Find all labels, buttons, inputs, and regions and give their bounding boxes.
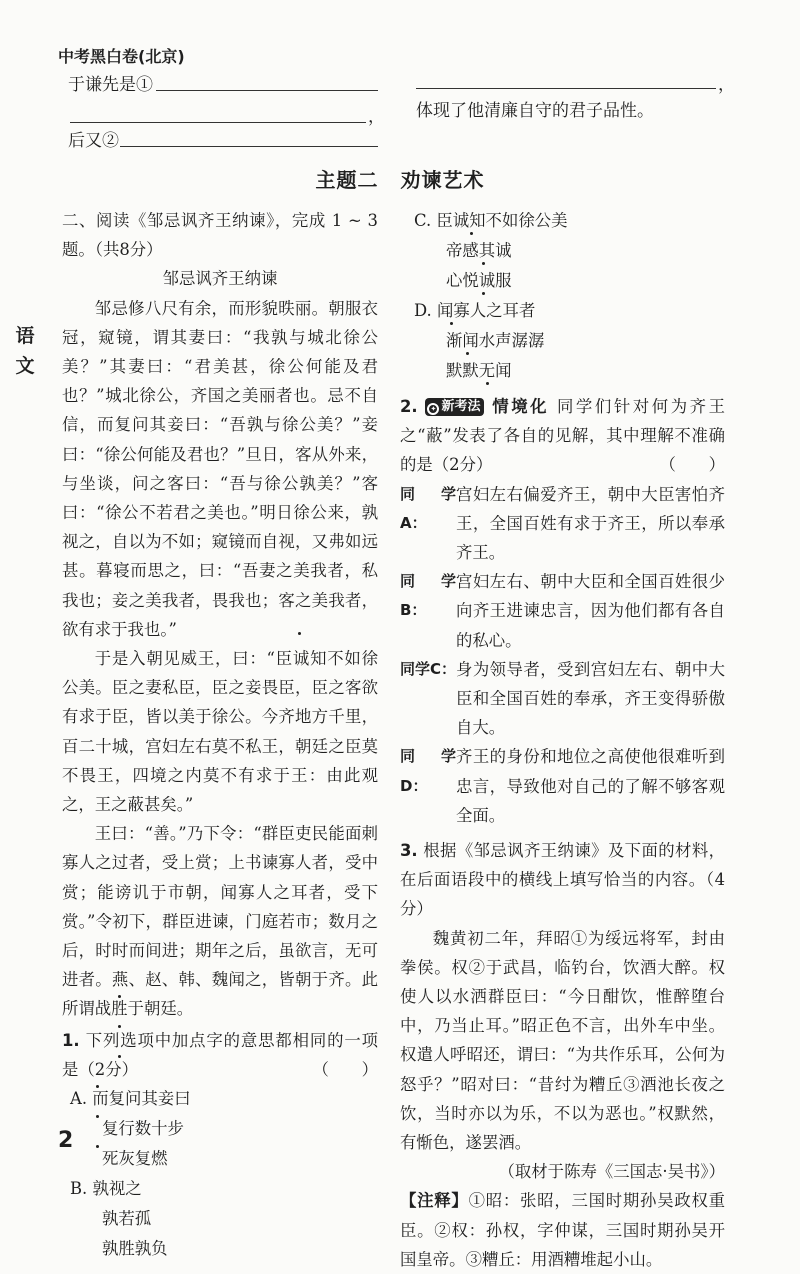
question-2-stem: 同学们针对何为齐王之“蔽”发表了各自的见解，其中理解不准确的是（2分） [400,397,726,475]
question-2 [400,392,725,480]
option-b-item-3: 孰胜孰负 [102,1239,168,1259]
emphasis-dot [298,632,301,635]
passage-title: 邹忌讽齐王纳谏 [162,269,278,289]
option-a[interactable] [70,1084,378,1114]
student-c [400,655,725,743]
passage-paragraph-2: 于是入朝见威王，曰：“臣诚知不如徐公美。臣之妻私臣，臣之妾畏臣，臣之客欲有求于臣，皆以美于徐公。今齐地方千里，百二十城，宫妇左右莫不私王，朝廷之臣莫不畏王，四境之内莫不有求于王：由此观之，王之蔽甚矣。” [62,649,378,815]
student-b-text: 宫妇左右、朝中大臣和全国百姓很少向齐王进谏忠言，因为他们都有各自的私心。 [456,572,725,650]
subject-label-2: 文 [15,355,35,377]
student-a-text: 宫妇左右偏爱齐王，朝中大臣害怕齐王，全国百姓有求于齐王，所以奉承齐王。 [456,484,725,563]
student-d-label: 同学D： [400,747,456,795]
emphasis-dot [466,352,469,355]
option-d-label: D. [414,301,432,320]
answer-blank-1b[interactable] [70,122,366,123]
option-d-item-3: 默默无闻 [446,361,512,380]
student-c-text: 身为领导者，受到宫妇左右、朝中大臣和全国百姓的奉承，齐王变得骄傲自大。 [456,659,725,738]
emphasis-dot [118,995,121,998]
student-d [400,742,725,830]
student-b-label: 同学B： [400,572,456,620]
question-2-tag: 情境化 [492,397,550,416]
passage-paragraph-1: 邹忌修八尺有余，而形貌昳丽。朝服衣冠，窥镜，谓其妻曰：“我孰与城北徐公美？”其妻曰：“君美甚，徐公何能及君也？”城北徐公，齐国之美丽者也。忌不自信，而复问其妾曰：“吾孰与徐公美？”妾曰：“徐公何能及君也？”旦日，客从外来，与坐谈，问之客曰：“吾与徐公孰美？”客曰：“徐公不若君之美也。”明日徐公来，孰视之，自以为不如；窥镜而自视，又弗如远甚。暮寝而思之，曰：“吾妻之美我者，私我也；妾之美我者，畏我也；客之美我者，欲有求于我也。” [62,298,378,639]
note-2: ②权：孙权，字仲谋，三国时期孙吴开国皇帝。 [400,1220,726,1269]
option-a-item-2: 复行数十步 [102,1119,184,1139]
option-d-item-1: 闻寡人之耳者 [437,301,536,320]
book-header: 中考黑白卷(北京) [58,47,185,66]
emphasis-dot [96,1085,99,1088]
question-3-stem: 根据《邹忌讽齐王纳谏》及下面的材料，在后面语段中的横线上填写恰当的内容。（4分） [400,841,725,919]
fill-right-comma: ， [718,75,735,95]
question-3 [400,836,725,924]
subject-label-1: 语 [15,325,35,347]
material-source: （取材于陈寿《三国志·吴书》） [498,1162,725,1182]
option-a-label: A. [70,1089,88,1109]
option-b-label: B. [70,1179,88,1199]
note-1: ①昭：张昭，三国时期孙吴政权重臣。 [400,1191,726,1240]
emphasis-dot [482,292,485,295]
option-d[interactable] [414,296,725,326]
emphasis-dot [118,1055,121,1058]
option-b-item-1: 孰视之 [92,1179,142,1199]
emphasis-dot [482,262,485,265]
question-1-number: 1. [62,1030,80,1050]
new-method-badge [425,398,484,416]
question-1-answer-box[interactable]: （ ） [312,1059,378,1079]
option-c-item-1: 臣诚知不如徐公美 [436,211,568,230]
student-b [400,567,725,655]
lightbulb-icon: ✦ [427,403,439,415]
emphasis-dot [96,1145,99,1148]
emphasis-dot [118,1025,121,1028]
material-text: 魏黄初二年，拜昭①为绥远将军，封由拳侯。权②于武昌，临钓台，饮酒大醉。权使人以水洒群臣曰：“今日酣饮，惟醉堕台中，乃当止耳。”昭正色不言，出外车中坐。权遣人呼昭还，谓曰：“为共作乐耳，公何为怒乎？”昭对曰：“昔纣为糟丘③酒池长夜之饮，当时亦以为乐，不以为恶也。”权默然，有惭色，遂罢酒。 [400,928,725,1153]
emphasis-dot [486,382,489,385]
fill-line-2-comma: ， [368,107,385,127]
question-1-stem: 下列选项中加点字的意思都相同的一项是（2分） [62,1030,379,1079]
theme-heading [0,164,800,193]
option-b[interactable] [70,1174,378,1204]
option-a-item-3: 死灰复燃 [102,1149,168,1169]
emphasis-dot [450,322,453,325]
question-3-number: 3. [400,841,418,861]
fill-right-sentence: 体现了他清廉自守的君子品性。 [416,101,654,121]
answer-blank-right[interactable] [416,88,716,89]
option-c-label: C. [414,211,432,230]
option-a-item-1: 而复问其妾曰 [92,1089,191,1109]
badge-text: 新考法 [441,399,481,414]
right-column [400,206,725,1274]
option-c[interactable] [414,206,725,236]
fill-line-3-label: 后又② [68,131,119,151]
student-d-text: 齐王的身份和地位之高使他很难听到忠言，导致他对自己的了解不够客观全面。 [456,747,725,825]
fill-line-1-label: 于谦先是① [68,75,153,95]
option-d-item-2: 渐闻水声潺潺 [446,331,545,350]
question-2-number: 2. [400,397,418,416]
emphasis-dot [470,232,473,235]
answer-blank-1a[interactable] [156,90,378,91]
theme-name: 劝谏艺术 [400,168,485,192]
student-c-label: 同学C： [400,659,457,678]
page-number: 2 [58,1128,74,1153]
section-title: 二、阅读《邹忌讽齐王纳谏》，完成 1 ~ 3 题。（共8分） [62,211,378,260]
notes [400,1186,725,1274]
theme-label: 主题二 [315,168,379,192]
note-3: ③糟丘：用酒糟堆起小山。 [465,1249,663,1269]
option-c-item-3: 心悦诚服 [446,271,512,290]
option-b-item-2: 孰若孤 [102,1209,152,1229]
emphasis-dot [96,1115,99,1118]
question-1 [62,1026,378,1084]
student-a [400,480,725,568]
answer-blank-2[interactable] [120,146,378,147]
student-a-label: 同学A： [400,484,456,532]
question-2-answer-box[interactable]: （ ） [659,455,725,475]
left-column [62,206,378,1264]
passage-paragraph-3: 王曰：“善。”乃下令：“群臣吏民能面刺寡人之过者，受上赏；上书谏寡人者，受中赏；能谤讥于市朝，闻寡人之耳者，受下赏。”令初下，群臣进谏，门庭若市；数月之后，时时而间进；期年之后，虽欲言，无可进者。燕、赵、韩、魏闻之，皆朝于齐。此所谓战胜于朝廷。 [62,824,378,1019]
notes-label: 【注释】 [400,1191,469,1211]
option-c-item-2: 帝感其诚 [446,241,512,260]
